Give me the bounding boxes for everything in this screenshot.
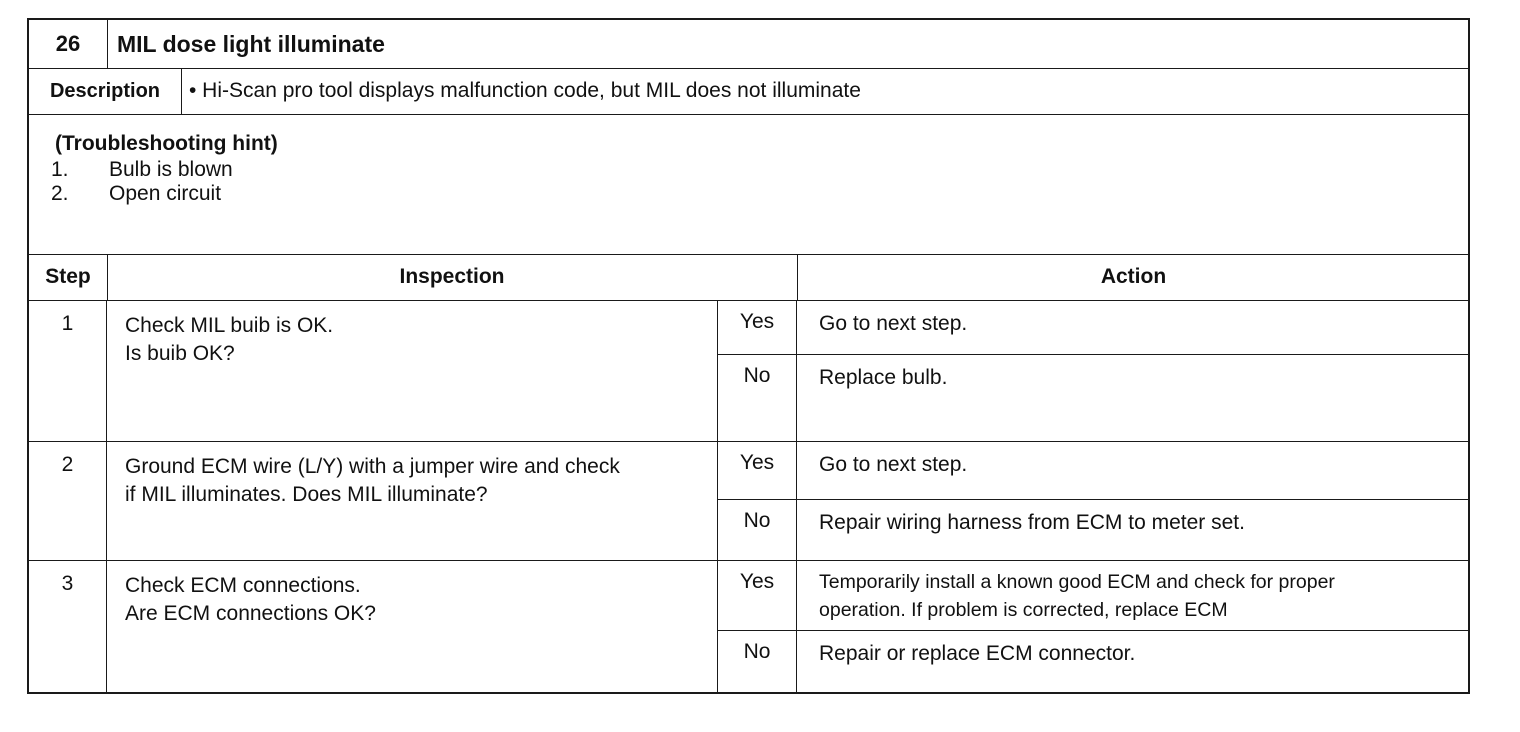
- hint-title: (Troubleshooting hint): [55, 132, 278, 155]
- step-inspection: [107, 441, 718, 560]
- header-step: Step: [29, 254, 108, 300]
- step-row-3: [29, 560, 1468, 692]
- description-label: Description: [29, 68, 182, 114]
- no-action: [797, 499, 1468, 560]
- yes-branch: [718, 300, 1468, 355]
- step-row-1: [29, 300, 1468, 442]
- inspection-line: Are ECM connections OK?: [125, 602, 376, 625]
- no-branch: [718, 499, 1468, 560]
- step-branches: [718, 300, 1468, 441]
- hint-number: 1.: [51, 158, 69, 181]
- no-branch: [718, 630, 1468, 692]
- step-branches: [718, 441, 1468, 560]
- step-branches: [718, 560, 1468, 692]
- table-header-row: [29, 254, 1468, 301]
- procedure-title: MIL dose light illuminate: [117, 30, 385, 57]
- no-label: No: [718, 499, 797, 560]
- step-number: 3: [29, 560, 107, 692]
- hint-text: Open circuit: [109, 182, 222, 205]
- no-branch: [718, 354, 1468, 441]
- action-line: Go to next step.: [819, 312, 968, 335]
- step-inspection: [107, 300, 718, 441]
- yes-label: Yes: [718, 560, 797, 630]
- hint-section: [29, 114, 1468, 255]
- troubleshooting-table: [27, 18, 1470, 694]
- description-row: [29, 68, 1468, 115]
- yes-action: [797, 300, 1468, 354]
- inspection-line: Check MIL buib is OK.: [125, 314, 334, 337]
- title-row: [29, 20, 1468, 69]
- action-line: Repair wiring harness from ECM to meter set.: [819, 511, 1245, 534]
- no-action: [797, 630, 1468, 692]
- yes-branch: [718, 441, 1468, 500]
- hint-number: 2.: [51, 182, 69, 205]
- action-line: Go to next step.: [819, 453, 968, 476]
- inspection-line: Check ECM connections.: [125, 574, 361, 597]
- action-line: Repair or replace ECM connector.: [819, 642, 1136, 665]
- hint-item: [51, 182, 233, 206]
- step-inspection: [107, 560, 718, 692]
- yes-action: [797, 441, 1468, 499]
- action-line: Replace bulb.: [819, 366, 948, 389]
- yes-action: [797, 560, 1468, 630]
- no-label: No: [718, 630, 797, 692]
- header-action: Action: [1100, 265, 1167, 288]
- no-action: [797, 354, 1468, 441]
- action-line: operation. If problem is corrected, replace ECM: [819, 599, 1228, 621]
- hint-list: [51, 158, 233, 206]
- step-number: 1: [29, 300, 107, 441]
- yes-branch: [718, 560, 1468, 631]
- no-label: No: [718, 354, 797, 441]
- procedure-code: 26: [29, 20, 108, 68]
- step-row-2: [29, 441, 1468, 561]
- description-text: • Hi-Scan pro tool displays malfunction code, but MIL does not illuminate: [189, 79, 861, 102]
- inspection-line: Ground ECM wire (L/Y) with a jumper wire and check: [125, 455, 620, 478]
- action-line: Temporarily install a known good ECM and check for proper: [819, 571, 1335, 593]
- yes-label: Yes: [718, 441, 797, 499]
- header-inspection: Inspection: [107, 254, 798, 300]
- hint-text: Bulb is blown: [109, 158, 233, 181]
- inspection-line: if MIL illuminates. Does MIL illuminate?: [125, 483, 488, 506]
- yes-label: Yes: [718, 300, 797, 354]
- inspection-line: Is buib OK?: [125, 342, 235, 365]
- hint-item: [51, 158, 233, 182]
- step-number: 2: [29, 441, 107, 560]
